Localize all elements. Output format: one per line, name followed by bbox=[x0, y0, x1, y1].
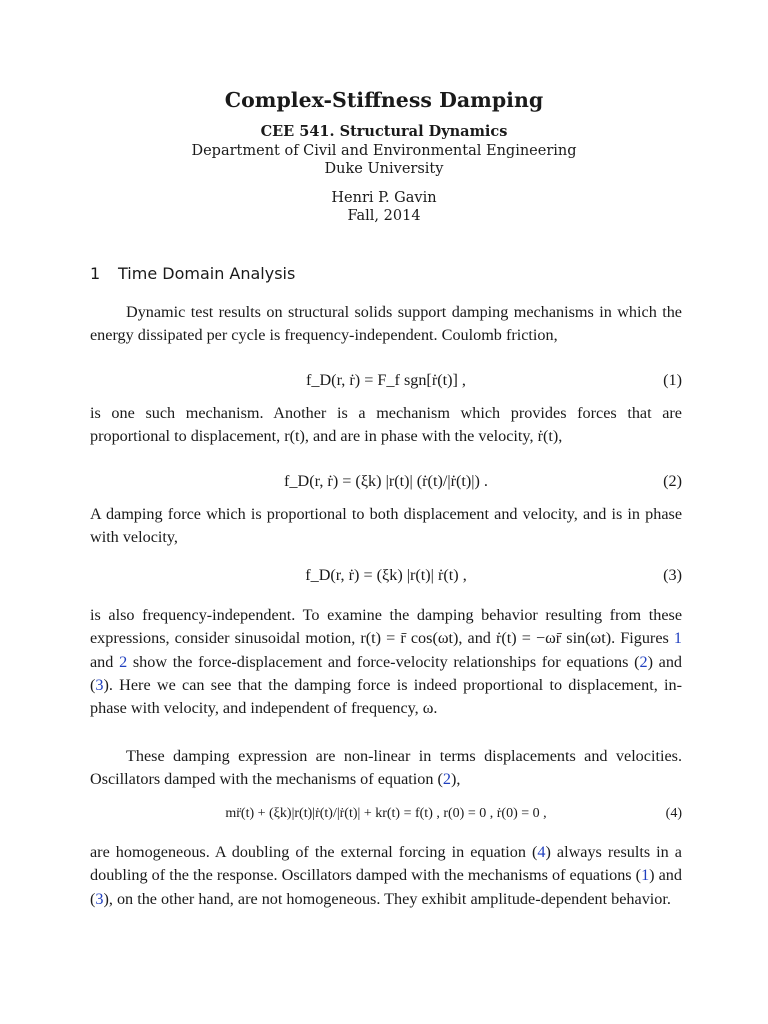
equation-3 bbox=[90, 566, 682, 590]
equation-1-link[interactable]: 1 bbox=[641, 866, 650, 885]
equation-2-number: (2) bbox=[663, 472, 682, 490]
paragraph-1 bbox=[90, 301, 682, 348]
paragraph-2-text: is one such mechanism. Another is a mechanism which provides forces that are proportional to displacement, r(t), and are in phase with the velocity, ṙ(t), bbox=[90, 404, 682, 446]
paragraph-4-part-a: is also frequency-independent. To examine the damping behavior resulting from these expressions, consider sinusoidal motion, r(t) = r̄ cos(ωt), and ṙ(t) = −ωr̄ sin(ωt). Figures bbox=[90, 606, 682, 648]
paragraph-4 bbox=[90, 604, 682, 720]
paragraph-5-text bbox=[90, 745, 682, 792]
equation-1-expression: f_D(r, ṙ) = F_f sgn[ṙ(t)] , bbox=[306, 371, 466, 389]
department: Department of Civil and Environmental Engineering bbox=[191, 143, 577, 159]
equation-2-link-2[interactable]: 2 bbox=[442, 770, 451, 789]
equation-4-expression: mr̈(t) + (ξk)|r(t)|ṙ(t)/|ṙ(t)| + kr(t) = f(t) , r(0) = 0 , ṙ(0) = 0 , bbox=[225, 806, 547, 821]
paragraph-6-part-a: are homogeneous. A doubling of the external forcing in equation ( bbox=[90, 843, 538, 861]
equation-1 bbox=[90, 371, 682, 395]
paragraph-4-text bbox=[90, 604, 682, 720]
course-name: CEE 541. Structural Dynamics bbox=[260, 123, 508, 140]
paragraph-6-part-d: ), on the other hand, are not homogeneous. They exhibit amplitude-dependent behavior. bbox=[103, 889, 671, 908]
equation-2-link[interactable]: 2 bbox=[639, 652, 648, 671]
paragraph-4-part-b: and bbox=[90, 652, 120, 671]
equation-3-link-2[interactable]: 3 bbox=[95, 889, 104, 908]
figure-1-link[interactable]: 1 bbox=[673, 629, 682, 648]
paragraph-6-part-c: ) and ( bbox=[90, 866, 682, 908]
paragraph-2 bbox=[90, 402, 682, 449]
equation-4-number: (4) bbox=[665, 806, 682, 821]
document-title: Complex-Stiffness Damping bbox=[224, 88, 544, 112]
paragraph-6-text bbox=[90, 841, 682, 911]
paragraph-5 bbox=[90, 745, 682, 792]
paragraph-1-text: Dynamic test results on structural solids support damping mechanisms in which the energy dissipated per cycle is frequency-independent. Coulomb friction, bbox=[90, 303, 682, 345]
university: Duke University bbox=[324, 161, 444, 177]
date: Fall, 2014 bbox=[347, 208, 421, 224]
section-heading bbox=[90, 264, 295, 283]
paragraph-5-part-a: These damping expression are non-linear in terms displacements and velocities. Oscillators damped with the mechanisms of equation ( bbox=[90, 747, 682, 789]
paragraph-5-part-b: ), bbox=[451, 770, 461, 789]
paragraph-6 bbox=[90, 841, 682, 911]
equation-4 bbox=[90, 806, 682, 830]
section-number: 1 bbox=[90, 264, 101, 283]
equation-2-expression: f_D(r, ṙ) = (ξk) |r(t)| (ṙ(t)/|ṙ(t)|) . bbox=[284, 472, 488, 490]
paragraph-4-part-e: ). Here we can see that the damping force is indeed proportional to displacement, in-phase with velocity, and independent of frequency, ω. bbox=[90, 675, 682, 718]
paragraph-3 bbox=[90, 503, 682, 550]
equation-3-link[interactable]: 3 bbox=[95, 675, 104, 694]
paragraph-4-part-c: show the force-displacement and force-velocity relationships for equations ( bbox=[127, 652, 640, 671]
equation-3-expression: f_D(r, ṙ) = (ξk) |r(t)| ṙ(t) , bbox=[305, 566, 467, 584]
section-title: Time Domain Analysis bbox=[118, 264, 296, 283]
author: Henri P. Gavin bbox=[331, 190, 437, 206]
paragraph-6-part-b: ) always results in a doubling of the the response. Oscillators damped with the mechanisms of equations ( bbox=[90, 843, 682, 885]
paragraph-3-text: A damping force which is proportional to both displacement and velocity, and is in phase with velocity, bbox=[90, 505, 682, 547]
equation-4-link[interactable]: 4 bbox=[537, 843, 546, 861]
figure-2-link[interactable]: 2 bbox=[119, 652, 128, 671]
equation-2 bbox=[90, 472, 682, 496]
equation-3-number: (3) bbox=[663, 566, 682, 584]
equation-1-number: (1) bbox=[663, 371, 682, 389]
paragraph-4-part-d: ) and ( bbox=[90, 652, 683, 694]
